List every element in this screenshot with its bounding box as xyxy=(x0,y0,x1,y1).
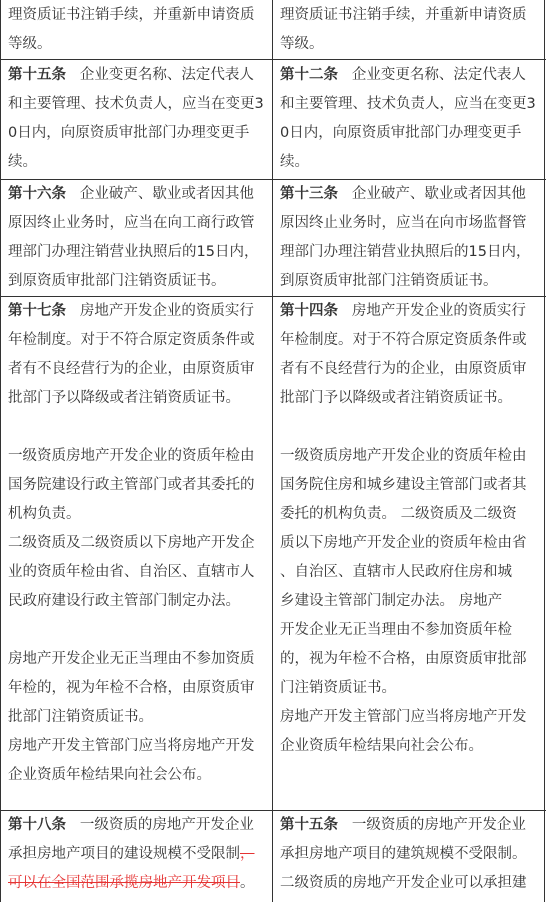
text-line: 原因终止业务时，应当在向市场监督管 xyxy=(280,215,527,231)
text-line xyxy=(8,840,266,869)
text-line: 和主要管理、技术负责人，应当在变更3 xyxy=(8,96,264,112)
article-number: 第十四条 xyxy=(280,303,338,319)
text-line: 门注销资质证书。 xyxy=(280,680,396,696)
text-line xyxy=(280,180,538,209)
right-cell-row-4 xyxy=(273,811,544,898)
text-line: 0日内，向原资质审批部门办理变更手 xyxy=(280,125,522,141)
text-line: 年检制度。对于不符合原定资质条件或 xyxy=(8,332,255,348)
text-line: 乡建设主管部门制定办法。 房地产 xyxy=(280,593,503,609)
text-line: 理部门办理注销营业执照后的15日内， xyxy=(8,244,259,260)
text-segment: 一级资质的房地产开发企业 xyxy=(351,817,526,833)
right-cell-row-3 xyxy=(273,297,544,761)
text-line: 开发企业无正当理由不参加资质年检 xyxy=(280,622,512,638)
text-line: 承担房地产项目的建筑规模不受限制。 xyxy=(280,846,527,862)
text-line xyxy=(280,297,538,326)
article-number: 第十七条 xyxy=(8,303,66,319)
text-line: 质以下房地产开发企业的资质年检由省 xyxy=(280,535,527,551)
left-cell-row-2 xyxy=(1,180,272,296)
text-line: 到原资质审批部门注销资质证书。 xyxy=(280,273,498,289)
text-line: 等级。 xyxy=(280,36,324,52)
left-cell-row-1 xyxy=(1,61,272,177)
text-line: 一级资质房地产开发企业的资质年检由 xyxy=(8,448,255,464)
text-line: 理资质证书注销手续，并重新申请资质 xyxy=(8,7,255,23)
text-segment: 房地产开发企业的资质实行 xyxy=(351,303,526,319)
right-cell-row-2 xyxy=(273,180,544,296)
text-line: 理部门办理注销营业执照后的15日内， xyxy=(280,244,531,260)
text-line xyxy=(280,811,538,840)
text-segment: 一级资质的房地产开发企业 xyxy=(79,817,254,833)
row-divider xyxy=(0,59,546,60)
text-line: 年检制度。对于不符合原定资质条件或 xyxy=(280,332,527,348)
left-cell-row-0 xyxy=(1,1,272,59)
text-line xyxy=(8,413,266,442)
text-line: 房地产开发企业无正当理由不参加资质 xyxy=(8,651,255,667)
text-line: 机构负责。 xyxy=(8,506,81,522)
text-line xyxy=(8,61,266,90)
text-segment: 企业破产、歇业或者因其他 xyxy=(79,186,254,202)
article-number: 第十五条 xyxy=(8,67,66,83)
article-number: 第十五条 xyxy=(280,817,338,833)
text-line xyxy=(280,61,538,90)
text-line xyxy=(8,297,266,326)
text-line: 批部门予以降级或者注销资质证书。 xyxy=(280,390,512,406)
text-segment: 房地产开发企业的资质实行 xyxy=(79,303,254,319)
text-segment: 。 xyxy=(240,875,255,891)
text-line: 者有不良经营行为的企业，由原资质审 xyxy=(280,361,527,377)
text-line: 批部门注销资质证书。 xyxy=(8,709,153,725)
text-line xyxy=(8,811,266,840)
text-line: 的，视为年检不合格，由原资质审批部 xyxy=(280,651,527,667)
text-segment: 企业变更名称、法定代表人 xyxy=(79,67,254,83)
text-line: 民政府建设行政主管部门制定办法。 xyxy=(8,593,240,609)
article-number: 第十二条 xyxy=(280,67,338,83)
table-border-right xyxy=(544,0,545,902)
text-line: 续。 xyxy=(280,154,309,170)
text-line: 0日内，向原资质审批部门办理变更手 xyxy=(8,125,250,141)
text-line xyxy=(280,413,538,442)
left-cell-row-3 xyxy=(1,297,272,790)
left-cell-row-4 xyxy=(1,811,272,898)
text-line: 续。 xyxy=(8,154,37,170)
right-cell-row-0 xyxy=(273,1,544,59)
text-line: 一级资质房地产开发企业的资质年检由 xyxy=(280,448,527,464)
text-line: 国务院建设行政主管部门或者其委托的 xyxy=(8,477,255,493)
right-cell-row-1 xyxy=(273,61,544,177)
deleted-text: ， xyxy=(240,846,255,862)
text-line: 和主要管理、技术负责人，应当在变更3 xyxy=(280,96,536,112)
text-segment: 企业变更名称、法定代表人 xyxy=(351,67,526,83)
deleted-text: 可以在全国范围承揽房地产开发项目 xyxy=(8,875,240,891)
text-line: 国务院住房和城乡建设主管部门或者其 xyxy=(280,477,527,493)
text-line: 年检的，视为年检不合格，由原资质审 xyxy=(8,680,255,696)
text-line xyxy=(8,180,266,209)
text-line: 二级资质的房地产开发企业可以承担建 xyxy=(280,875,527,891)
text-segment: 承担房地产项目的建设规模不受限制 xyxy=(8,846,240,862)
article-number: 第十三条 xyxy=(280,186,338,202)
text-line: 等级。 xyxy=(8,36,52,52)
text-line: 者有不良经营行为的企业，由原资质审 xyxy=(8,361,255,377)
article-number: 第十八条 xyxy=(8,817,66,833)
text-line: 批部门予以降级或者注销资质证书。 xyxy=(8,390,240,406)
text-line: 到原资质审批部门注销资质证书。 xyxy=(8,273,226,289)
text-line xyxy=(8,869,266,898)
text-line: 房地产开发主管部门应当将房地产开发 xyxy=(8,738,255,754)
text-line: 企业资质年检结果向社会公布。 xyxy=(280,738,483,754)
text-line: 、自治区、直辖市人民政府住房和城 xyxy=(280,564,512,580)
text-line: 原因终止业务时，应当在向工商行政管 xyxy=(8,215,255,231)
text-segment: 企业破产、歇业或者因其他 xyxy=(351,186,526,202)
text-line: 委托的机构负责。 二级资质及二级资 xyxy=(280,506,517,522)
text-line: 业的资质年检由省、自治区、直辖市人 xyxy=(8,564,255,580)
text-line xyxy=(8,616,266,645)
text-line: 二级资质及二级资质以下房地产开发企 xyxy=(8,535,255,551)
text-line: 房地产开发主管部门应当将房地产开发 xyxy=(280,709,527,725)
article-number: 第十六条 xyxy=(8,186,66,202)
text-line: 理资质证书注销手续，并重新申请资质 xyxy=(280,7,527,23)
text-line: 企业资质年检结果向社会公布。 xyxy=(8,767,211,783)
